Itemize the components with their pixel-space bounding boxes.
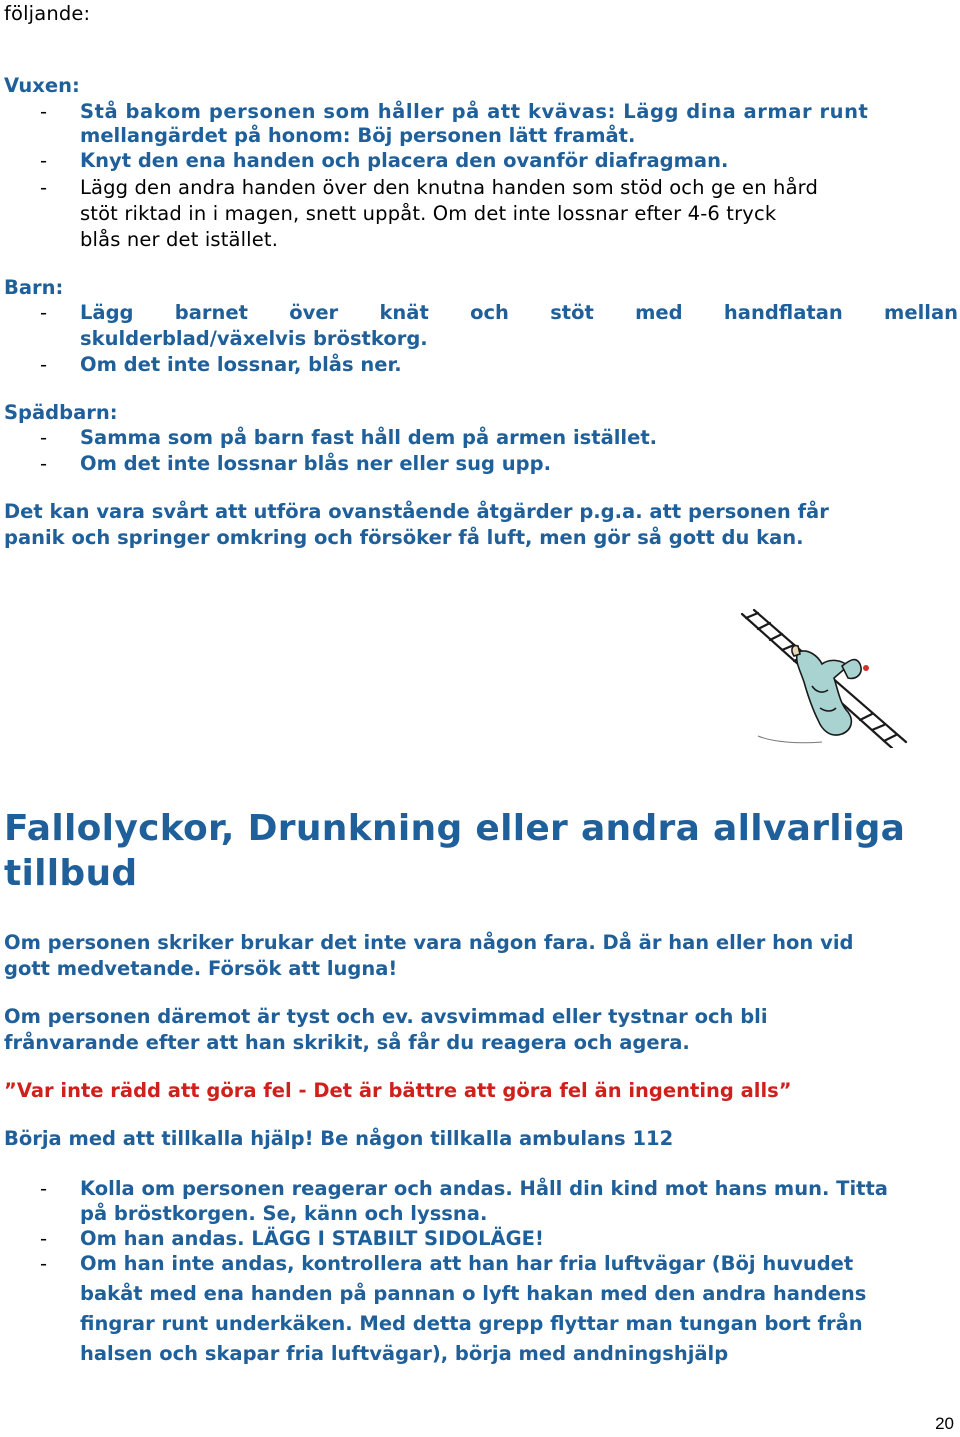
infants-item-2: Om det inte lossnar blås ner eller sug upp.: [80, 452, 551, 475]
para1-line-2: gott medvetande. Försök att lugna!: [4, 957, 398, 980]
intro-text: följande:: [4, 2, 91, 25]
bullet-dash: -: [40, 1177, 48, 1200]
bullet-dash: -: [40, 176, 48, 199]
children-item-1-line-1: Lägg barnet över knät och stöt med handflatan mellan: [80, 301, 958, 324]
bullet-dash: -: [40, 1252, 48, 1275]
call-help-text: Börja med att tillkalla hjälp! Be någon tillkalla ambulans 112: [4, 1127, 674, 1150]
para2-line-2: frånvarande efter att han skrikit, så får du reagera och agera.: [4, 1031, 690, 1054]
person-falling-from-ladder-illustration: [738, 608, 934, 748]
difficulty-note-line-1: Det kan vara svårt att utföra ovanstående åtgärder p.g.a. att personen får: [4, 500, 829, 523]
adults-item-3-line-3: blås ner det istället.: [80, 228, 279, 251]
adults-heading: Vuxen:: [4, 74, 80, 97]
children-heading: Barn:: [4, 276, 64, 299]
bullet-dash: -: [40, 1227, 48, 1250]
difficulty-note-line-2: panik och springer omkring och försöker få luft, men gör så gott du kan.: [4, 526, 804, 549]
infants-heading: Spädbarn:: [4, 401, 118, 424]
adults-item-3-line-1: Lägg den andra handen över den knutna handen som stöd och ge en hård: [80, 176, 819, 199]
adults-item-1-line-1: Stå bakom personen som håller på att kvävas: Lägg dina armar runt: [80, 100, 869, 123]
bullet-dash: -: [40, 100, 48, 123]
step-3-line-3: fingrar runt underkäken. Med detta grepp flyttar man tungan bort från: [80, 1312, 863, 1335]
step-1-line-1: Kolla om personen reagerar och andas. Håll din kind mot hans mun. Titta: [80, 1177, 888, 1200]
section-title-line-1: Fallolyckor, Drunkning eller andra allvarliga: [4, 808, 906, 849]
step-3-line-4: halsen och skapar fria luftvägar), börja med andningshjälp: [80, 1342, 729, 1365]
para1-line-1: Om personen skriker brukar det inte vara någon fara. Då är han eller hon vid: [4, 931, 854, 954]
adults-item-1-line-2: mellangärdet på honom: Böj personen lätt framåt.: [80, 124, 636, 147]
bullet-dash: -: [40, 149, 48, 172]
bullet-dash: -: [40, 426, 48, 449]
children-item-2: Om det inte lossnar, blås ner.: [80, 353, 402, 376]
bullet-dash: -: [40, 353, 48, 376]
step-3-line-2: bakåt med ena handen på pannan o lyft hakan med den andra handens: [80, 1282, 867, 1305]
children-item-1-line-2: skulderblad/växelvis bröstkorg.: [80, 327, 428, 350]
adults-item-3-line-2: stöt riktad in i magen, snett uppåt. Om det inte lossnar efter 4-6 tryck: [80, 202, 777, 225]
infants-item-1: Samma som på barn fast håll dem på armen istället.: [80, 426, 658, 449]
bullet-dash: -: [40, 452, 48, 475]
page-number: 20: [935, 1414, 954, 1433]
bullet-dash: -: [40, 301, 48, 324]
step-2: Om han andas. LÄGG I STABILT SIDOLÄGE!: [80, 1227, 544, 1250]
para2-line-1: Om personen däremot är tyst och ev. avsvimmad eller tystnar och bli: [4, 1005, 768, 1028]
section-title-line-2: tillbud: [4, 853, 138, 894]
adults-item-2: Knyt den ena handen och placera den ovanför diafragman.: [80, 149, 729, 172]
step-3-line-1: Om han inte andas, kontrollera att han har fria luftvägar (Böj huvudet: [80, 1252, 854, 1275]
step-1-line-2: på bröstkorgen. Se, känn och lyssna.: [80, 1202, 488, 1225]
warning-text: ”Var inte rädd att göra fel - Det är bättre att göra fel än ingenting alls”: [4, 1079, 792, 1102]
